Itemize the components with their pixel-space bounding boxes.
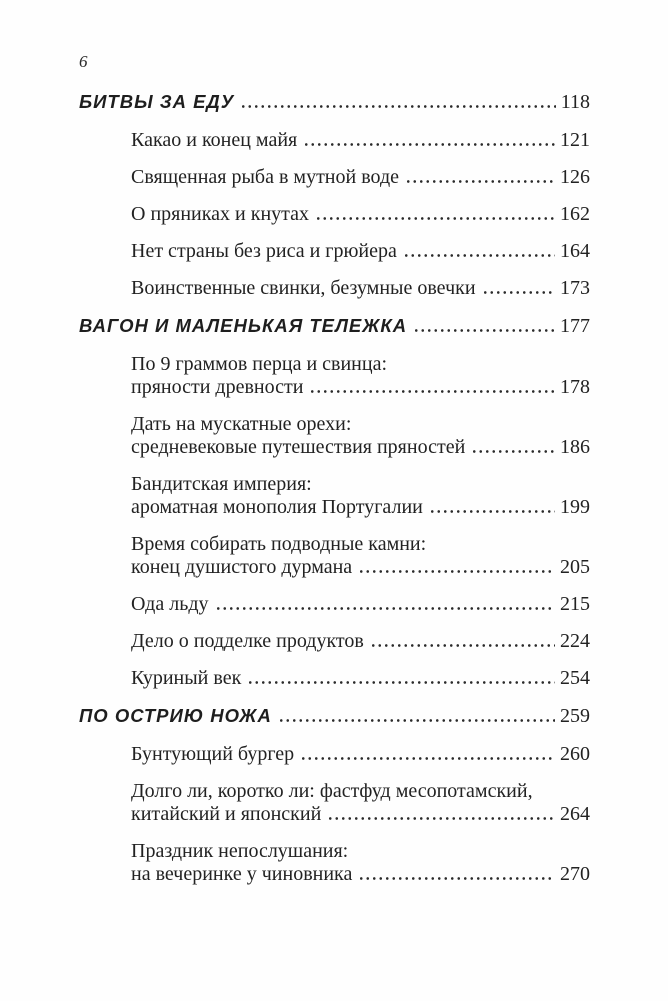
toc-entry [131, 840, 590, 886]
toc-entry [131, 129, 590, 152]
toc-entry-last-line [131, 376, 590, 399]
dot-leader [482, 291, 555, 294]
dot-leader [247, 681, 555, 684]
toc-entry-line: Дать на мускатные орехи: [131, 413, 352, 435]
toc-entry-title: Воинственные свинки, безумные овечки [131, 277, 476, 299]
toc-entry-last-line [131, 667, 590, 690]
toc-entry-title: Дело о подделке продуктов [131, 630, 364, 652]
dot-leader [300, 757, 555, 760]
toc-entry-line: Время собирать подводные камни: [131, 533, 427, 555]
toc-entry-page-number: 270 [560, 863, 590, 885]
dot-leader [278, 719, 555, 722]
toc-entry-line: Праздник непослушания: [131, 840, 349, 862]
toc-section-title: ВАГОН И МАЛЕНЬКАЯ ТЕЛЕЖКА [79, 315, 408, 336]
toc-entry-last-line [131, 277, 590, 300]
toc-entry-title: на вечеринке у чиновника [131, 863, 353, 885]
dot-leader [315, 217, 555, 220]
toc-entry [131, 667, 590, 690]
toc-entry-title: китайский и японский [131, 803, 322, 825]
toc-section-page-number: 177 [560, 315, 590, 337]
toc-section-row [79, 90, 590, 114]
toc-entry-page-number: 260 [560, 743, 590, 765]
toc-entry-line: Долго ли, коротко ли: фастфуд месопотамский, [131, 780, 533, 802]
toc-entry-last-line [131, 129, 590, 152]
toc-section-title: БИТВЫ ЗА ЕДУ [79, 91, 235, 112]
toc-entry-line: Бандитская империя: [131, 473, 312, 495]
toc-entry-page-number: 205 [560, 556, 590, 578]
toc-entry-title: ароматная монополия Португалии [131, 496, 423, 518]
toc-section-title: ПО ОСТРИЮ НОЖА [79, 705, 272, 726]
dot-leader [358, 570, 555, 573]
dot-leader [370, 644, 555, 647]
toc-entry [131, 203, 590, 226]
table-of-contents [79, 90, 590, 886]
toc-entry-last-line [131, 436, 590, 459]
toc-entry-last-line [131, 166, 590, 189]
toc-entry-page-number: 264 [560, 803, 590, 825]
dot-leader [240, 105, 555, 108]
toc-entry-last-line [131, 203, 590, 226]
toc-entry [131, 533, 590, 579]
toc-entry-page-number: 164 [560, 240, 590, 262]
toc-entry-last-line [131, 630, 590, 653]
toc-entry [131, 277, 590, 300]
toc-entry-last-line [131, 743, 590, 766]
toc-entry-line: По 9 граммов перца и свинца: [131, 353, 388, 375]
toc-entry-title: пряности древности [131, 376, 304, 398]
toc-entry-title: Какао и конец майя [131, 129, 298, 151]
toc-entry [131, 473, 590, 519]
toc-entry-title: Бунтующий бургер [131, 743, 295, 765]
page-folio-number: 6 [79, 52, 88, 71]
toc-entry-title: Куриный век [131, 667, 242, 689]
dot-leader [309, 390, 555, 393]
toc-section-row [79, 704, 590, 728]
dot-leader [413, 329, 555, 332]
toc-entry-page-number: 224 [560, 630, 590, 652]
toc-entry [131, 240, 590, 263]
toc-entry-page-number: 215 [560, 593, 590, 615]
toc-entry-last-line [131, 803, 590, 826]
toc-entry [131, 353, 590, 399]
toc-entry-last-line [131, 863, 590, 886]
dot-leader [358, 877, 555, 880]
toc-entry-last-line [131, 593, 590, 616]
toc-entry-title: О пряниках и кнутах [131, 203, 310, 225]
dot-leader [471, 450, 555, 453]
toc-entry-page-number: 178 [560, 376, 590, 398]
dot-leader [429, 510, 555, 513]
toc-section-page-number: 118 [560, 91, 590, 113]
toc-entry-title: средневековые путешествия пряностей [131, 436, 466, 458]
toc-section-row [79, 314, 590, 338]
dot-leader [327, 817, 555, 820]
toc-entry [131, 166, 590, 189]
toc-entry [131, 593, 590, 616]
toc-entry-page-number: 186 [560, 436, 590, 458]
toc-entry [131, 413, 590, 459]
toc-entry-title: Священная рыба в мутной воде [131, 166, 399, 188]
dot-leader [215, 607, 555, 610]
toc-entry-page-number: 199 [560, 496, 590, 518]
toc-entry-page-number: 126 [560, 166, 590, 188]
dot-leader [403, 254, 555, 257]
toc-entry-last-line [131, 240, 590, 263]
toc-entry-title: Ода льду [131, 593, 209, 615]
toc-entry-page-number: 173 [560, 277, 590, 299]
toc-entry-title: Нет страны без риса и грюйера [131, 240, 397, 262]
toc-entry-title: конец душистого дурмана [131, 556, 353, 578]
dot-leader [405, 180, 555, 183]
toc-entry-last-line [131, 496, 590, 519]
toc-section-page-number: 259 [560, 705, 590, 727]
toc-entry-page-number: 162 [560, 203, 590, 225]
dot-leader [303, 143, 555, 146]
toc-entry [131, 743, 590, 766]
toc-entry [131, 780, 590, 826]
toc-entry-page-number: 254 [560, 667, 590, 689]
toc-entry-last-line [131, 556, 590, 579]
toc-entry-page-number: 121 [560, 129, 590, 151]
toc-entry [131, 630, 590, 653]
